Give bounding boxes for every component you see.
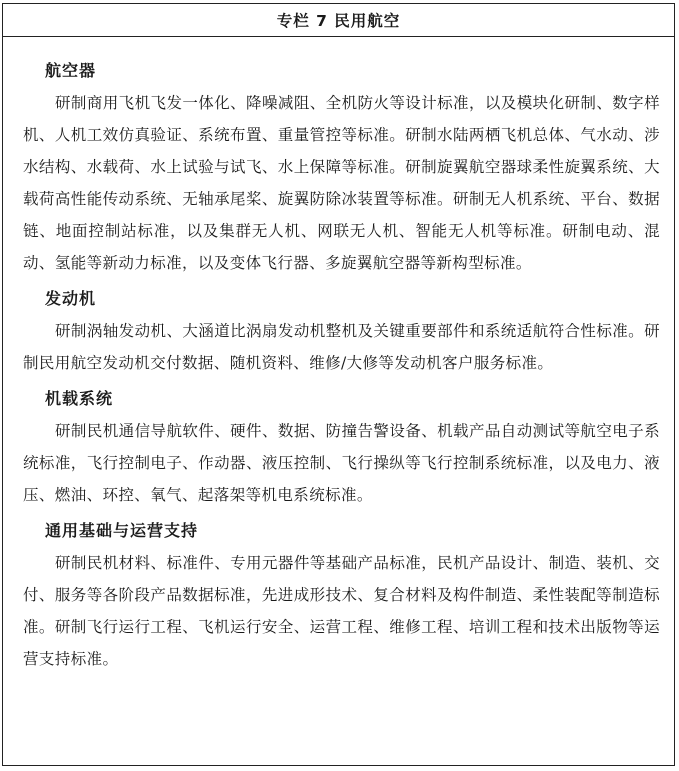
section-text: 研制民机通信导航软件、硬件、数据、防撞告警设备、机载产品自动测试等航空电子系统标准，飞行控制电子、作动器、液压控制、飞行操纵等飞行控制系统标准，以及电力、液压、燃油、环控、氧气、起落架等机电系统标准。 <box>23 422 660 504</box>
section-airborne-systems <box>23 383 660 511</box>
column-box <box>2 3 675 766</box>
column-title: 专栏 7 民用航空 <box>3 4 674 37</box>
section-title: 发动机 <box>45 289 97 308</box>
section-text: 研制民机材料、标准件、专用元器件等基础产品标准，民机产品设计、制造、装机、交付、服务等各阶段产品数据标准，先进成形技术、复合材料及构件制造、柔性装配等制造标准。研制飞行运行工程、飞机运行安全、运营工程、维修工程、培训工程和技术出版物等运营支持标准。 <box>23 554 660 668</box>
section-general-basis-operations <box>23 515 660 675</box>
section-title: 航空器 <box>45 61 97 80</box>
section-title: 机载系统 <box>45 389 114 408</box>
section-engine <box>23 283 660 379</box>
section-text: 研制涡轴发动机、大涵道比涡扇发动机整机及关键重要部件和系统适航符合性标准。研制民用航空发动机交付数据、随机资料、维修/大修等发动机客户服务标准。 <box>23 322 660 372</box>
section-title: 通用基础与运营支持 <box>45 521 199 540</box>
section-text: 研制商用飞机飞发一体化、降噪减阻、全机防火等设计标准，以及模块化研制、数字样机、人机工效仿真验证、系统布置、重量管控等标准。研制水陆两栖飞机总体、气水动、涉水结构、水载荷、水上试验与试飞、水上保障等标准。研制旋翼航空器球柔性旋翼系统、大载荷高性能传动系统、无轴承尾桨、旋翼防除冰装置等标准。研制无人机系统、平台、数据链、地面控制站标准，以及集群无人机、网联无人机、智能无人机等标准。研制电动、混动、氢能等新动力标准，以及变体飞行器、多旋翼航空器等新构型标准。 <box>23 94 660 272</box>
column-body <box>3 37 674 675</box>
section-aircraft <box>23 55 660 279</box>
